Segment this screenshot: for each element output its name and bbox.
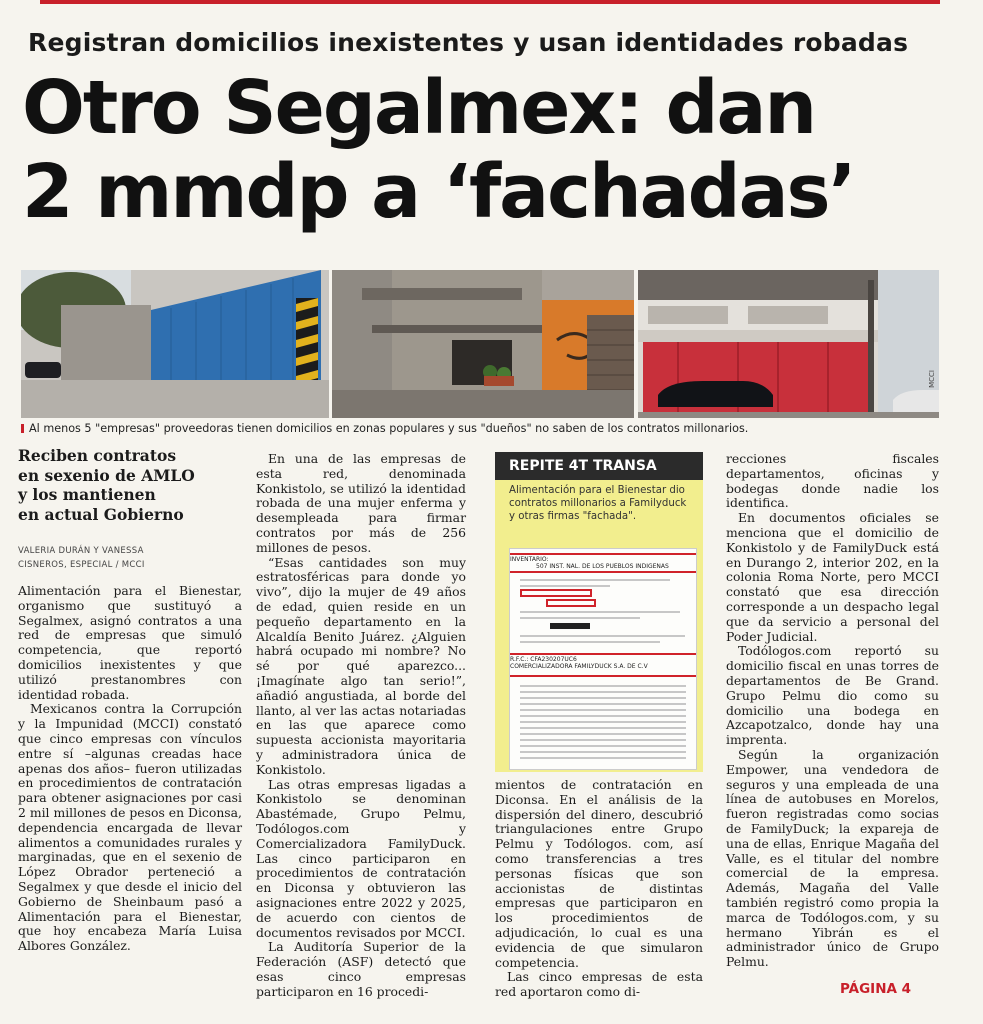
photo-credit: MCCI bbox=[928, 370, 936, 388]
sidebar-box-title: REPITE 4T TRANSA bbox=[495, 452, 703, 480]
document-rfc: R.F.C.: CFA230207UC6 bbox=[510, 656, 577, 663]
page-number: PÁGINA 4 bbox=[840, 981, 912, 997]
headline-line-2: 2 mmdp a ‘fachadas’ bbox=[22, 149, 855, 235]
paragraph: “Esas cantidades son muy estratosféricas para donde yo vivo”, dijo la mujer de 49 años de edad, quien reside en un pequeño departamento en la Alcaldía Benito Juárez. ¿Alguien habrá ocupado mi nombre? No sé por qué aparezco... ¡Imagínate algo tan serio!”, añadió angustiada, al borde del llanto, al ver las actas notariadas en las que aparece como supuesta accionista mayoritaria y administradora única de Konkistolo. bbox=[256, 554, 466, 777]
document-company: COMERCIALIZADORA FAMILYDUCK S.A. DE C.V bbox=[510, 663, 648, 670]
paragraph: En documentos oficiales se menciona que el domicilio de Konkistolo y de FamilyDuck está en Durango 2, interior 202, en la colonia Roma Norte, pero MCCI constató que esa dirección corresponde a un despacho legal que da servicio a personal del Poder Judicial. bbox=[726, 510, 939, 644]
document-line bbox=[520, 739, 686, 741]
headline bbox=[22, 66, 952, 234]
document-line bbox=[520, 697, 686, 699]
document-redaction bbox=[550, 623, 590, 629]
document-line bbox=[520, 709, 686, 711]
photo-red-doors-building bbox=[638, 270, 939, 418]
document-line bbox=[520, 733, 686, 735]
paragraph: Las cinco empresas de esta red aportaron como di- bbox=[495, 969, 703, 1000]
document-line bbox=[520, 727, 686, 729]
byline bbox=[18, 544, 240, 572]
article-column-4 bbox=[726, 452, 939, 970]
document-line bbox=[520, 757, 686, 759]
photo-strip bbox=[21, 270, 939, 418]
document-inventory-value: 507 INST. NAL. DE LOS PUEBLOS INDIGENAS bbox=[536, 563, 669, 570]
document-line bbox=[520, 635, 685, 637]
byline-line: CISNEROS, ESPECIAL / MCCI bbox=[18, 560, 145, 570]
subhead-line: y los mantienen bbox=[18, 485, 156, 504]
caption-text: Al menos 5 "empresas" proveedoras tienen domicilios en zonas populares y sus "dueños" no saben de los contratos millonarios. bbox=[29, 422, 749, 435]
photo-blue-warehouse bbox=[21, 270, 329, 418]
paragraph: La Auditoría Superior de la Federación (ASF) detectó que esas cinco empresas participaron en 16 procedi- bbox=[256, 939, 466, 999]
document-line bbox=[520, 585, 610, 587]
article-column-2 bbox=[256, 452, 466, 999]
byline-line: VALERIA DURÁN Y VANESSA bbox=[18, 546, 144, 556]
subhead bbox=[18, 446, 240, 524]
document-line bbox=[520, 579, 670, 581]
sidebar-box-text: Alimentación para el Bienestar dio contratos millonarios a Familyduck y otras firmas "fachada". bbox=[509, 485, 687, 522]
document-line bbox=[520, 751, 686, 753]
document-line bbox=[520, 617, 640, 619]
document-inventory-label: INVENTARIO: bbox=[510, 556, 549, 563]
caption-marker bbox=[21, 424, 24, 433]
document-highlight-field bbox=[520, 589, 592, 597]
headline-line-1: Otro Segalmex: dan bbox=[22, 65, 816, 151]
article-column-3 bbox=[495, 778, 703, 1000]
document-line bbox=[520, 721, 686, 723]
document-highlight-field bbox=[546, 599, 596, 607]
document-image bbox=[509, 548, 697, 770]
document-line bbox=[520, 641, 660, 643]
paragraph: Todólogos.com reportó su domicilio fiscal en unas torres de departamentos de Be Grand. Grupo Pelmu dio como su domicilio una bodega en Azcapotzalco, donde hay una imprenta. bbox=[726, 643, 939, 748]
photo-caption bbox=[21, 422, 941, 435]
paragraph: recciones fiscales departamentos, oficinas y bodegas donde nadie los identifica. bbox=[726, 451, 939, 511]
article-column-1 bbox=[18, 584, 242, 954]
document-highlight-inventory bbox=[509, 553, 697, 573]
kicker: Registran domicilios inexistentes y usan identidades robadas bbox=[28, 28, 909, 57]
paragraph: Alimentación para el Bienestar, organismo que sustituyó a Segalmex, asignó contratos a una red de empresas que simuló competencia, que reportó domicilios inexistentes y que utilizó prestanombres con identidad robada. bbox=[18, 583, 242, 702]
document-line bbox=[520, 685, 686, 687]
document-line bbox=[520, 611, 680, 613]
top-accent-bar bbox=[40, 0, 940, 4]
sidebar-box bbox=[495, 452, 703, 772]
subhead-line: Reciben contratos bbox=[18, 446, 177, 465]
paragraph: Las otras empresas ligadas a Konkistolo se denominan Abastémade, Grupo Pelmu, Todólogos.com y Comercializadora FamilyDuck. Las cinco participaron en procedimientos de contratación en Diconsa y obtuvieron las asignaciones entre 2022 y 2025, de acuerdo con cientos de documentos revisados por MCCI. bbox=[256, 776, 466, 940]
document-line bbox=[520, 745, 686, 747]
photo-apartment-building bbox=[332, 270, 634, 418]
paragraph: mientos de contratación en Diconsa. En el análisis de la dispersión del dinero, descubrió triangulaciones entre Grupo Pelmu y Todólogos. com, así como transferencias a tres personas físicas que son accionistas de distintas empresas que participaron en los procedimientos de adjudicación, lo cual es una evidencia de que simularon competencia. bbox=[495, 777, 703, 970]
document-line bbox=[520, 715, 686, 717]
document-line bbox=[520, 691, 686, 693]
document-line bbox=[520, 703, 686, 705]
document-highlight-company bbox=[509, 653, 697, 677]
subhead-line: en sexenio de AMLO bbox=[18, 465, 195, 485]
subhead-line: en actual Gobierno bbox=[18, 504, 184, 524]
paragraph: Mexicanos contra la Corrupción y la Impunidad (MCCI) constató que cinco empresas con vínculos entre sí –algunas creadas hace apenas dos años– fueron utilizadas en procedimientos de contratación para obtener asignaciones por casi 2 mil millones de pesos en Diconsa, dependencia encargada de llevar alimentos a comunidades rurales y marginadas, que en el sexenio de López Obrador perteneció a Segalmex y que desde el inicio del Gobierno de Sheinbaum pasó a Alimentación para el Bienestar, que hoy encabeza María Luisa Albores González. bbox=[18, 701, 242, 954]
paragraph: En una de las empresas de esta red, denominada Konkistolo, se utilizó la identidad robada de una mujer enferma y desempleada para firmar contratos por más de 256 millones de pesos. bbox=[256, 451, 466, 555]
paragraph: Según la organización Empower, una vendedora de seguros y una empleada de una línea de autobuses en Morelos, fueron registradas como socias de FamilyDuck; la expareja de una de ellas, Enrique Magaña del Valle, es el titular del nombre comercial de la empresa. Además, Magaña del Valle también registró como propia la marca de Todólogos.com, y su hermano Yibrán es el administrador único de Grupo Pelmu. bbox=[726, 746, 939, 970]
